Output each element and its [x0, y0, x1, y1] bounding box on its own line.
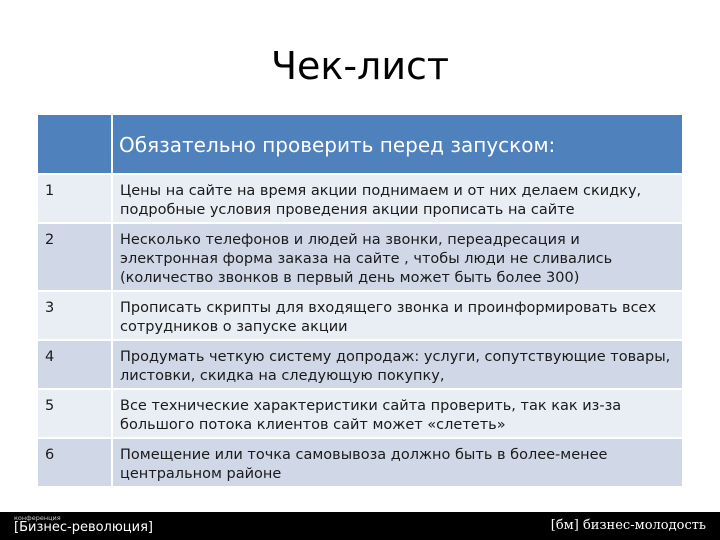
row-number: 4	[37, 340, 112, 389]
table-row	[37, 389, 683, 438]
footer-left-small-text: конференция	[14, 514, 61, 522]
table-row	[37, 291, 683, 340]
table-header-row	[37, 114, 683, 174]
table-row	[37, 340, 683, 389]
row-number: 5	[37, 389, 112, 438]
row-text: Помещение или точка самовывоза должно быть в более-менее центральном районе	[112, 438, 683, 487]
slide-title: Чек-лист	[270, 44, 450, 88]
row-number: 3	[37, 291, 112, 340]
row-number: 6	[37, 438, 112, 487]
table-row	[37, 438, 683, 487]
row-text: Все технические характеристики сайта проверить, так как из-за большого потока клиентов сайт может «слететь»	[112, 389, 683, 438]
row-text: Несколько телефонов и людей на звонки, переадресация и электронная форма заказа на сайте , чтобы люди не сливались (количество звонков в первый день может быть более 300)	[112, 223, 683, 291]
checklist-table	[36, 113, 684, 488]
row-text: Прописать скрипты для входящего звонка и проинформировать всех сотрудников о запуске акции	[112, 291, 683, 340]
footer-left-brand: [Бизнес-революция]	[14, 520, 153, 535]
table-row	[37, 174, 683, 223]
footer-left-logo	[14, 514, 153, 534]
footer-bar	[0, 512, 720, 540]
header-text-cell: Обязательно проверить перед запуском:	[112, 114, 683, 174]
header-num-cell	[37, 114, 112, 174]
row-text: Продумать четкую систему допродаж: услуги, сопутствующие товары, листовки, скидка на следующую покупку,	[112, 340, 683, 389]
row-text: Цены на сайте на время акции поднимаем и от них делаем скидку, подробные условия проведения акции прописать на сайте	[112, 174, 683, 223]
row-number: 1	[37, 174, 112, 223]
table-row	[37, 223, 683, 291]
footer-right-logo: [бм] бизнес-молодость	[550, 518, 706, 533]
row-number: 2	[37, 223, 112, 291]
